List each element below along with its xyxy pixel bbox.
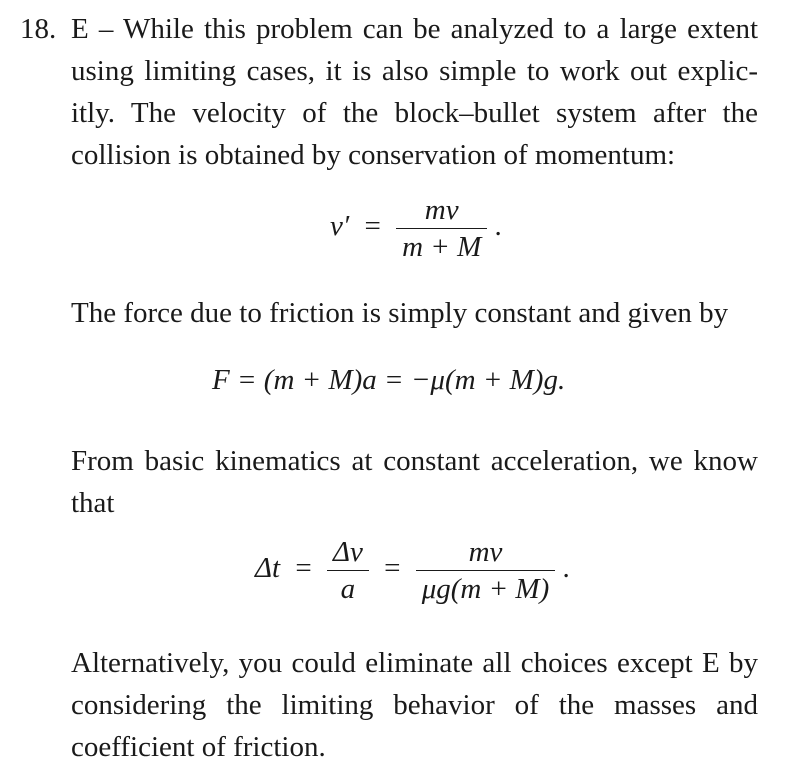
friction-force-expression: F = (m + M)a = −μ(m + M)g.: [212, 364, 566, 396]
equation-period: .: [494, 210, 502, 243]
fraction1-numerator: Δv: [332, 536, 363, 568]
fraction-denominator: m + M: [402, 231, 482, 263]
velocity-fraction: [396, 192, 487, 265]
velocity-lhs: v′: [330, 210, 350, 243]
delta-v-over-a-fraction: [327, 534, 369, 607]
fraction-numerator: mv: [424, 194, 459, 226]
time-equation: [255, 534, 570, 607]
friction-force-equation: [212, 364, 565, 397]
solution-intro-paragraph: E – While this problem can be analyzed to a large extent using limiting cases, it is also simple to work out explic-itly. The velocity of the block–bullet system after the collision is obtained by conservation of momentum:: [71, 13, 758, 171]
time-lhs: Δt: [255, 552, 281, 585]
conclusion-paragraph: Alternatively, you could eliminate all choices except E by considering the limiting behavior of the masses and coefficient of friction.: [71, 647, 758, 763]
fraction2-numerator: mv: [468, 536, 503, 568]
mv-over-mu-g-fraction: [416, 534, 556, 607]
friction-paragraph: The force due to friction is simply constant and given by: [71, 297, 729, 329]
equals-sign: =: [364, 210, 381, 243]
equals-sign-1: =: [295, 552, 312, 585]
fraction2-denominator: μg(m + M): [421, 573, 550, 605]
equals-sign-2: =: [384, 552, 401, 585]
equation-period: .: [562, 552, 570, 585]
problem-number: 18.: [20, 13, 57, 45]
kinematics-paragraph: From basic kinematics at constant acceleration, we know that: [71, 445, 758, 519]
velocity-equation: [330, 192, 502, 265]
fraction1-denominator: a: [340, 573, 356, 605]
